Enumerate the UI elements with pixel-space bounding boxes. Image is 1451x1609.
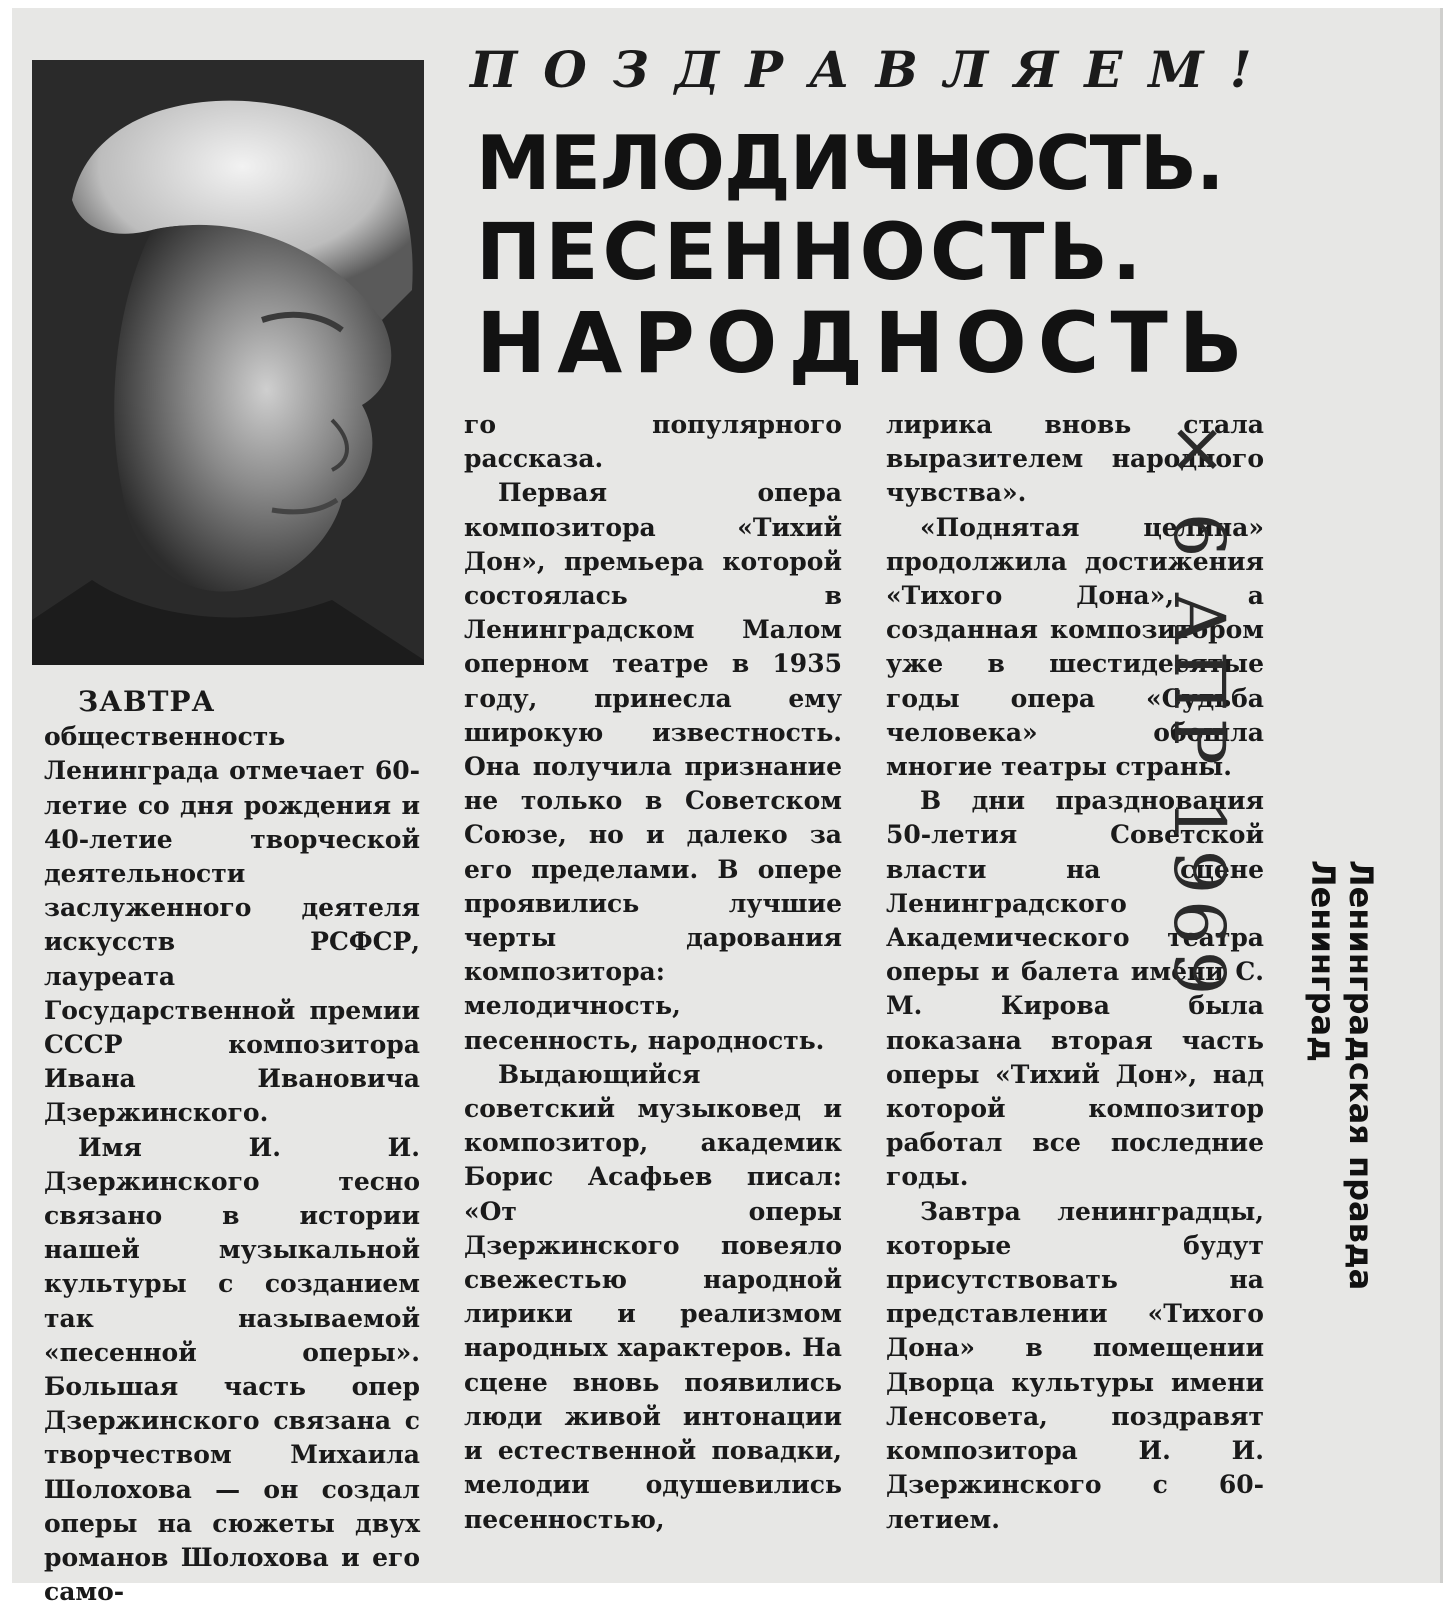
paragraph: Выдающийся советский музыковед и композитор, академик Борис Асафьев писал: «От оперы Дзержинского повеяло свежестью народной лирики и реализмом народных характеров. На сцене вновь появились люди живой интонации и естественной повадки, мелодии одушевились песенностью, [464,1059,842,1534]
headline-line: НАРОДНОСТЬ [476,294,1254,392]
source-label [1304,860,1380,1290]
paragraph: Имя И. И. Дзержинского тесно связано в истории нашей музыкальной культуры с созданием так называемой «песенной оперы». Большая часть опер Дзержинского связана с творчеством Михаила Шолохова — он создал оперы на сюжеты двух романов Шолохова и его само- [44,1132,420,1607]
article-column-1 [44,685,420,1609]
paragraph-text: общественность Ленинграда отмечает 60-летие со дня рождения и 40-летие творческой деятельности заслуженного деятеля искусств РСФСР, лауреата Государственной премии СССР композитора Ивана Ивановича Дзержинского. [44,722,420,1128]
paragraph: Завтра ленинградцы, которые будут присутствовать на представлении «Тихого Дона» в помещении Дворца культуры имени Ленсовета, поздравят композитора И. И. Дзержинского с 60-летием. [886,1196,1264,1534]
paragraph: «Поднятая целина» продолжила достижения «Тихого Дона», а созданная композитором уже в шестидесятые годы опера «Судьба человека» обошла многие театры страны. [886,512,1264,782]
paragraph [44,685,420,1131]
paragraph: го популярного рассказа. [464,410,842,474]
paragraph: лирика вновь стала выразителем народного чувства». [886,410,1264,508]
portrait-image [32,60,424,665]
article-column-2 [464,408,842,1537]
source-name: Ленинградская правда [1342,860,1380,1291]
kicker: ПОЗДРАВЛЯЕМ! [470,40,1278,99]
source-place: Ленинград [1304,860,1342,1062]
date-stamp: × 6 АПР 1969 [1158,420,1240,1002]
headline [476,118,1266,392]
lead-word: ЗАВТРА [78,685,216,718]
portrait-photo [32,60,424,665]
paragraph: В дни празднования 50-летия Советской власти на сцене Ленинградского Академического театра оперы и балета имени С. М. Кирова была показана вторая часть оперы «Тихий Дон», над которой композитор работал все последние годы. [886,786,1264,1192]
headline-line: МЕЛОДИЧНОСТЬ. [476,119,1224,207]
headline-line: ПЕСЕННОСТЬ. [476,208,1146,298]
paragraph: Первая опера композитора «Тихий Дон», премьера которой состоялась в Ленинградском Малом оперном театре в 1935 году, принесла ему широкую известность. Она получила признание не только в Советском Союзе, но и далеко за его пределами. В опере проявились лучшие черты дарования композитора: мелодичность, песенность, народность. [464,478,842,1055]
